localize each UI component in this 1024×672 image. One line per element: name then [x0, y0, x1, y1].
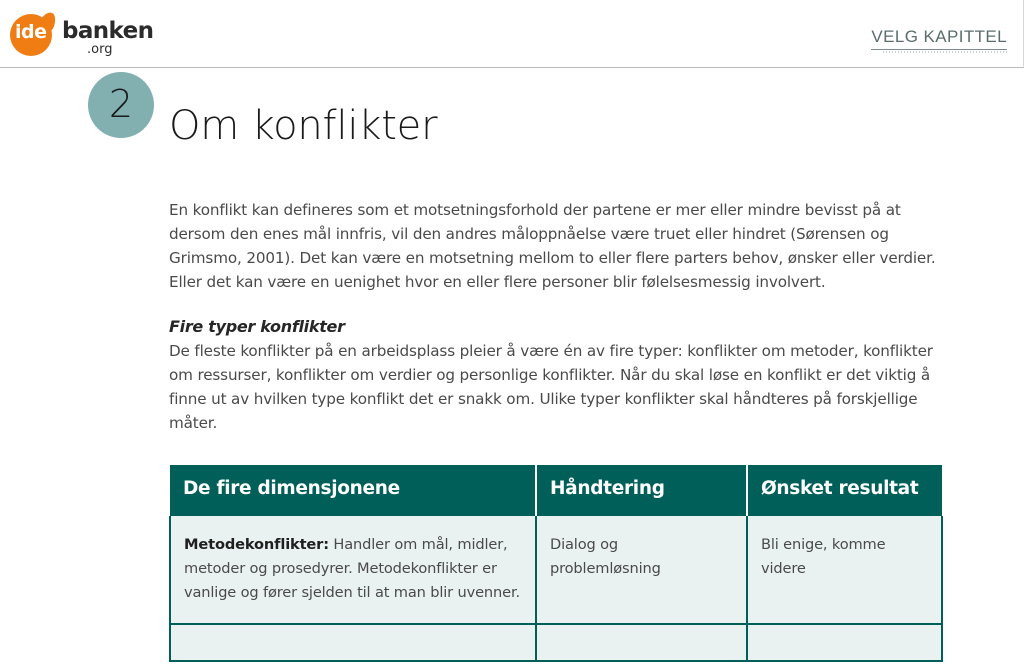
table-cell-dimension	[170, 624, 536, 661]
table-cell-handling	[536, 624, 747, 661]
table-cell-dimension	[170, 516, 536, 624]
table-cell-handling: Dialog og problemløsning	[536, 516, 747, 624]
intro-paragraph: En konflikt kan defineres som et motsetningsforhold der partene er mer eller mindre bevisst på at dersom den enes mål innfris, vil den andres måloppnåelse være truet eller hindret (Sørensen og Grimsmo, 2001). Det kan være en motsetning mellom to eller flere parters behov, ønsker eller verdier. Eller det kan være en uenighet hvor en eller flere personer blir følelsesmessig involvert.	[169, 201, 936, 291]
page-title: Om konflikter	[169, 102, 438, 149]
logo-banken-text: banken	[62, 18, 154, 44]
table-column-header-handling: Håndtering	[536, 465, 747, 516]
table-cell-description: Handler om mål, midler, metoder og prosedyrer. Metodekonflikter er vanlige og fører sjelden til at man blir uvenner.	[184, 536, 520, 601]
subsection-paragraph: De fleste konflikter på en arbeidsplass pleier å være én av fire typer: konflikter om metoder, konflikter om ressurser, konflikter om verdier og personlige konflikter. Når du skal løse en konflikt er det viktig å finne ut av hvilken type konflikt det er snakk om. Ulike typer konflikter skal håndteres på forskjellige måter.	[169, 342, 933, 432]
subsection-heading: Fire typer konflikter	[169, 317, 345, 336]
table-header-row	[170, 465, 942, 516]
table-row	[170, 624, 942, 661]
conflict-types-table	[169, 465, 943, 662]
site-header	[0, 0, 1024, 68]
table-cell-term: Metodekonflikter:	[184, 536, 329, 553]
table-cell-result	[747, 624, 942, 661]
main-content	[169, 198, 941, 662]
table-head	[170, 465, 942, 516]
table-column-header-dimensions: De fire dimensjonene	[170, 465, 536, 516]
logo-mark-icon	[10, 14, 60, 54]
chapter-number-badge: 2	[88, 72, 154, 138]
chapter-select-dotted-underline	[882, 51, 1007, 53]
table-column-header-result: Ønsket resultat	[747, 465, 942, 516]
table-cell-result: Bli enige, komme videre	[747, 516, 942, 624]
table-body	[170, 516, 942, 661]
logo-ide-text: ide	[15, 21, 47, 43]
chapter-select-link[interactable]: VELG KAPITTEL	[871, 27, 1007, 50]
table-row	[170, 516, 942, 624]
chapter-heading-row	[0, 68, 1024, 148]
logo-org-text: .org	[87, 42, 113, 57]
